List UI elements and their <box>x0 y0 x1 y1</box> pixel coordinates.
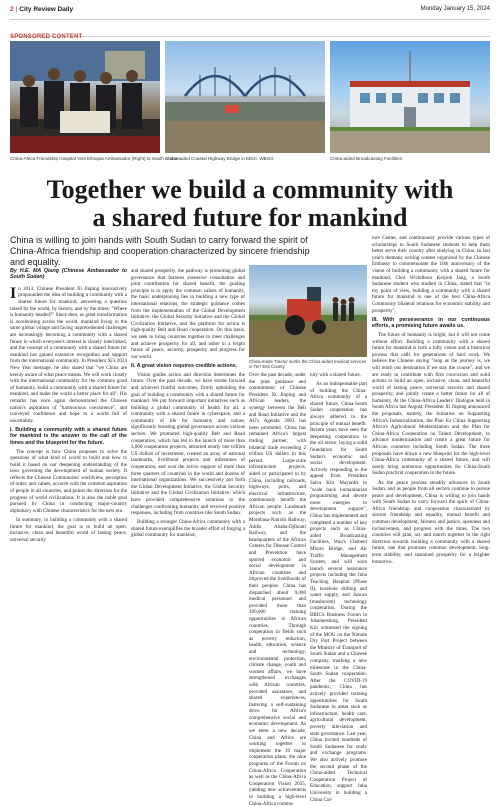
paragraph-text: n 2013, Chinese President Xi Jinping innovatively propounded the idea of building a community with a shared future for mankind, answering a question raised by the world, by history, and by the times: "Where is humanity headed?" Since then, as great transformation is accelerating across the world, mankind living in the same global village and facing unprecedented challenges are increasingly becoming a community with a shared future in which everyone's interest is closely interlinked, and the concept of a community with a shared future for mankind has gained extensive recognition and support from the international community. In President Xi's 2024 New Year message, he also stated that "we China are keenly aware of what peace means. We will work closely with the international community for the common good of humanity, build a community with a shared future for mankind, and make the world a better place for all". His remarks has once again demonstrated the Chinese nation's aspiration of "harmonious coexistence", and conveyed confidence and hope to a world full of uncertainty. <box>10 285 127 424</box>
article-column-3 <box>249 372 306 807</box>
paragraph: Building a stronger China-Africa community with a shared future exemplifies the broader effort of forging a global community for mankind, <box>131 519 245 539</box>
photo-officials <box>10 41 160 153</box>
photo-caption-4: China-made Tractor works the China-aided medical services in Terr Esti County <box>249 359 367 369</box>
photo-tractor <box>249 265 367 357</box>
section-name: City Review Daily <box>19 6 74 13</box>
paragraph: As an indispensable part of building the China-Africa community of a shared future, China-South Sudan cooperation has always adhered to the principle of mutual benefit. Recent years have seen the deepening cooperation in the oil sector, laying a solid foundation for South Sudan's economic and social development. Actively responding to the appeal from President Salva Kiir Mayardit to "scale back humanitarian programming and devote more energies to development support", China has implemented and completed a number of key projects such as China-aided Broadcasting Facilities, Wau's Clement Mboro Bridge, and Air Traffic Management System, and will soon launch several assistance projects including the Juba Teaching Hospital (Phase II), borehole drilling and water supply, and Juncao (mushroom) technology cooperation. During the BRICS Business Forum in Johannesburg, President Kiir witnessed the signing of the MOU on the Nimule Dry Port Project between the Ministry of Transport of South Sudan and a Chinese company, marking a new milestone in the China-South Sudan cooperation. After the COVID-19 pandemic, China has actively provided training opportunities for South Sudanese in areas such as infrastructure, health care, agricultural development, poverty alleviation and state governance. Last year, China invited hundreds of South Sudanese for study and exchange programs. We also actively promote the second phase of the China-aided Technical Cooperation Project of Education, support Juba University in building a China Cul- <box>310 381 367 803</box>
paragraph: Vision guides action and direction determines the future. Over the past decade, we have strode forward and achieved fruitful outcomes, firmly upholding the goal of building a community with a shared future for mankind. We put forward important initiatives such as building a global community of health for all, a community with a shared future in cyberspace, and a community of life for humanity and nature, significantly boosting global governance across various sectors. We promoted high-quality Belt and Road cooperation, which has led to the launch of more than 3,000 cooperation projects, attracted nearly one trillion US dollars of investment, created an array of national landmarks, livelihood projects and milestones of cooperation, and won the active support of more than three quarters of countries in the world and dozens of international organizations. We successively put forth the Global Development Initiative, the Global Security Initiative and the Global Civilization Initiative, which have provided comprehensive solutions to the challenges confronting humanity and received positive responses, including from countries like South Sudan. <box>131 371 245 517</box>
article-headline: Together we build a community with a shared future for mankind <box>46 175 454 232</box>
article-column-4b <box>310 372 367 803</box>
article-column-1 <box>10 268 127 700</box>
paragraph: As the peace process steadily advances in South Sudan, and as people from all sectors continue to pursue peace and development, China is willing to join hands with South Sudan to carry forward the spirit of China-Africa friendship and cooperation characterized by sincere friendship and equality, mutual benefit and common development, fairness and justice, openness and inclusiveness, and progress with the times. The two countries will plan, act, and march together in the right direction towards building a community with a shared future, one that promises common development, long-term stability, and sustained prosperity for a brighter tomorrow. <box>372 479 490 565</box>
paragraph: In summary, in building a community with a shared future for mankind, the goal is to build an open, inclusive, clean and beautiful world of lasting peace, universal security <box>10 516 127 543</box>
paragraph: ture Center, and continuously provide various types of scholarships to South Sudanese students to help them better serve their country after studying in China. In last year's thematic writing contest organized by the Chinese Embassy to commemorate the 10th anniversary of the vision of building a community with a shared future for mankind, Chol Wichdhour Kerjiok Jang, a South Sudanese student who studied in China, stated that "in my point of view, building a community with a shared future for mankind is one of the best China-Africa Community bilateral relations for economic stability and prosperity". <box>372 235 490 314</box>
officials-illustration <box>10 41 160 153</box>
paragraph: nity with a shared future. <box>310 372 362 378</box>
paragraph: The concept is how China proposes to solve the questions of what kind of world to build and how to build it based on our deepening understanding of the laws governing the development of human society. It reflects the Chinese Communists' worldview, perception of order, and values, accords with the common aspiration of people in all countries, and points the direction for the progress of world civilizations. It is also the noble goal pursued by China in conducting major-country diplomacy with Chinese characteristics for the new era. <box>10 448 127 514</box>
paragraph: and shared prosperity, the pathway is promoting global governance that features extensive consultation and joint contribution for shared benefit, the guiding principle is to apply the common values of humanity, the basic underpinning lies in building a new type of international relations, the strategic guidance comes from the implementation of the Global Development Initiative, the Global Security Initiative and the Global Civilization Initiative, and the platform for action is high-quality Belt and Road cooperation. On this basis, we seek to bring countries together to meet challenges and achieve prosperity for all, and usher in a bright future of peace, security, prosperity and progress for our world. <box>131 268 245 360</box>
article-deck: China is willing to join hands with South Sudan to carry forward the spirit of China-Africa friendship and cooperation characterized by sincere friendship and equality. <box>10 235 310 267</box>
broadcasting-illustration <box>330 41 490 153</box>
article-column-2 <box>131 268 245 700</box>
photo-bridge <box>165 41 325 153</box>
section-heading-2: II. A great vision requires credible actions. <box>131 362 238 369</box>
sponsored-label <box>10 25 490 40</box>
section-heading-3: III. With perseverance in our continuous efforts, a promising future awaits us. <box>372 316 490 330</box>
page-label: 2 | City Review Daily <box>10 6 74 13</box>
drop-cap: I <box>10 284 17 302</box>
photo-caption-2: China-aided Coastal Highway Bridge in Mzizi, WBGG <box>165 156 274 161</box>
byline: By H.E. MA Qiang (Chinese Ambassador to South Sudan) <box>10 268 127 281</box>
paragraph <box>10 286 127 424</box>
article-column-right <box>372 235 490 701</box>
issue-date: Monday January 15, 2024 <box>420 6 490 12</box>
paragraph: The future of humanity is bright, but it will not come without effort. Building a community with a shared future for mankind is both a lofty vision and a historical process that calls for generations of hard work. We believe the Chinese saying "long as the journey is, we will reach our destination if we stay the course", and we are ready to contribute with firm conviction and solid actions to build an open, inclusive, clean, and beautiful world of lasting peace, universal security and shared prosperity, and jointly create a better future for all of humanity. At the China-Africa Leaders' Dialogue held in South Africa last August, President Xi Jinping announced the proposals, namely, the Initiative on Supporting Africa's Industrialization, the Plan for China Supporting Africa's Agricultural Modernization and the Plan for China-Africa Cooperation on Talent Development, to advance modernization and create a great future for African countries including South Sudan. The three proposals have drawn a new blueprint for the high-level China-Africa community of a shared future, and will surely bring numerous opportunities for China-South Sudan practical cooperation in the future. <box>372 331 490 477</box>
photo-caption-3: China-aided Broadcasting Facilities <box>330 156 403 161</box>
sponsored-text: SPONSORED CONTENT <box>10 34 83 40</box>
paragraph: Over the past decade, under the joint guidance and commitment of Chinese President Xi Jinping and African leaders, the synergy between the Belt and Road Initiative and the AU's Agenda 2063 has been promoted. China has remained Africa's largest trading partner, with bilateral trade exceeding 2 trillion US dollars in this period. Large-scale infrastructure projects, aided or participated in by China, including railroads, highways, ports, and electrical infrastructure, continuously benefit the African people. Landmark projects such as the Mombasa-Nairobi Railway, Addis Ababa-Djibouti Railway, and the headquarters of the African Centers for Disease Control and Prevention have spurred economic and social development in African countries and improved the livelihoods of their peoples. China has dispatched about 9,000 medical personnel and provided more than 100,000 training opportunities to African countries. Through cooperation in fields such as poverty reduction, health, education, science and technology, environmental protection, climate change, youth and women affairs, we have strengthened exchanges with African countries, provided assistance, and shared experiences, fostering a self-sustaining drive for Africa's comprehensive social and economic development. As we enter a new decade, China and Africa are working together to implement the 10 major cooperation plans, the nine programs of the Forum on China-Africa Cooperation as well as the China-Africa Cooperation Vision 2035, yielding new achievements in building a high-level China-Africa commu- <box>249 372 306 807</box>
page-number: 2 <box>10 6 14 13</box>
photo-broadcasting <box>330 41 490 153</box>
page-header <box>10 6 490 20</box>
tractor-illustration <box>249 265 367 357</box>
bridge-illustration <box>165 41 325 153</box>
photo-caption-1: China-Africa Friendship Hospital Visit Ethiopia Ambassador (Right) to South Sudan <box>10 156 179 161</box>
section-heading-1: I. Building a community with a shared future for mankind is the answer to the call of the times and the blueprint for the future. <box>10 426 127 446</box>
